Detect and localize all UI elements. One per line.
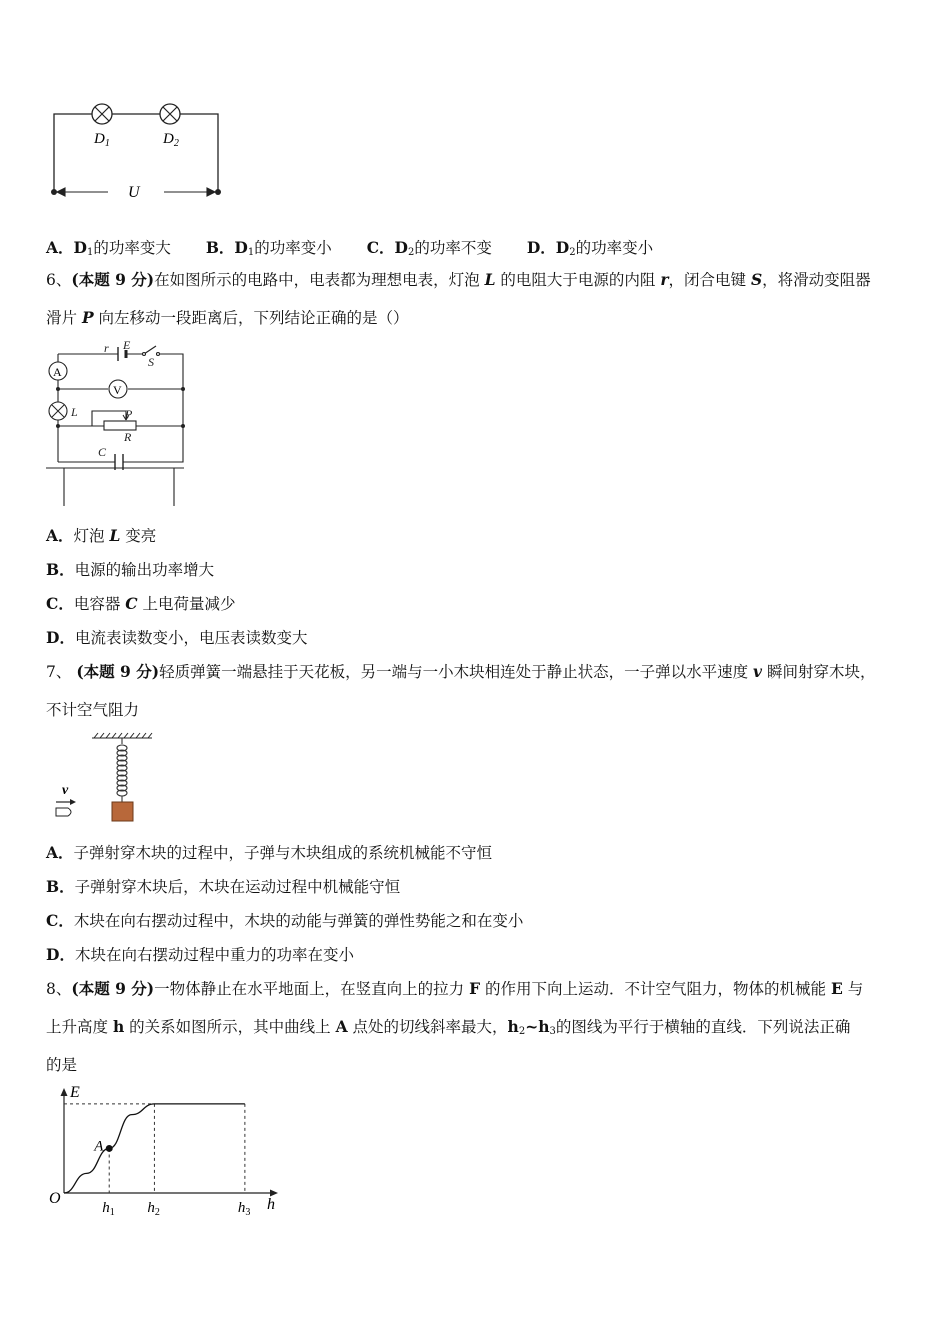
q5-option-c[interactable]: C．$D_2$的功率不变 [366, 238, 492, 258]
point-a-marker [106, 1145, 113, 1152]
lamp-d2-icon [160, 104, 180, 124]
bullet-icon [56, 808, 71, 816]
label-r: r [104, 341, 109, 355]
point-a-label: A [94, 1138, 104, 1155]
q7-option-b[interactable]: B．子弹射穿木块后，木块在运动过程中机械能守恒 [46, 877, 401, 896]
label-p: P [125, 407, 133, 421]
lamp-d1-icon [92, 104, 112, 124]
q6-circuit-diagram [44, 340, 194, 510]
q6-stem-line1: 6、(本题 9 分)在如图所示的电路中，电表都为理想电表，灯泡 L 的电阻大于电源的内阻 r，闭合电键 S，将滑动变阻器 [46, 270, 871, 289]
q8-energy-height-chart [40, 1080, 290, 1220]
label-l: L [71, 405, 78, 419]
q5-options [46, 236, 683, 258]
axis-label-h: h [267, 1196, 275, 1213]
spring-icon [117, 738, 127, 802]
q6-option-a[interactable]: A．灯泡 L 变亮 [46, 526, 157, 545]
q6-option-b[interactable]: B．电源的输出功率增大 [46, 560, 215, 579]
label-c: C [98, 445, 107, 459]
q7-stem-line1: 7、 (本题 9 分)轻质弹簧一端悬挂于天花板，另一端与一小木块相连处于静止状态，一子弹以水平速度 v 瞬间射穿木块， [46, 662, 876, 681]
velocity-arrow-icon [56, 799, 76, 805]
tick-label-h1: $h_1$ [102, 1200, 115, 1218]
q8-stem-line1: 8、(本题 9 分)一物体静止在水平地面上，在竖直向上的拉力 F 的作用下向上运动．不计空气阻力，物体的机械能 E 与 [46, 979, 864, 998]
tick-label-h2: $h_2$ [147, 1200, 160, 1218]
q6-option-d[interactable]: D．电流表读数变小，电压表读数变大 [46, 628, 308, 647]
q6-stem-line2: 滑片 P 向左移动一段距离后，下列结论正确的是（） [46, 308, 409, 327]
label-e: E [123, 340, 131, 352]
q7-spring-diagram [48, 728, 158, 824]
q7-option-c[interactable]: C．木块在向右摆动过程中，木块的动能与弹簧的弹性势能之和在变小 [46, 911, 524, 930]
lamp-l-icon [49, 402, 67, 420]
label-r-rheostat: R [124, 430, 132, 444]
label-d1: $D_1$ [94, 131, 110, 149]
q5-option-b[interactable]: B．$D_1$的功率变小 [205, 238, 332, 258]
axis-label-e: E [70, 1084, 80, 1101]
q6-option-c[interactable]: C．电容器 C 上电荷量减少 [46, 594, 236, 613]
label-d2: $D_2$ [163, 131, 179, 149]
q7-option-a[interactable]: A．子弹射穿木块的过程中，子弹与木块组成的系统机械能不守恒 [46, 843, 493, 862]
svg-text:V: V [113, 383, 122, 397]
q8-stem-line2: 上升高度 h 的关系如图所示，其中曲线上 A 点处的切线斜率最大，$h_2\sim h_3$的图线为平行于横轴的直线．下列说法正确 [46, 1017, 851, 1037]
label-s: S [148, 355, 154, 369]
q5-option-d[interactable]: D．$D_2$的功率变小 [526, 238, 654, 258]
ammeter-icon [49, 362, 67, 380]
label-u: U [128, 184, 140, 201]
voltmeter-icon [109, 380, 127, 398]
q5-option-a[interactable]: A．$D_1$的功率变大 [46, 238, 171, 258]
ceiling-icon [92, 733, 152, 738]
wood-block-icon [112, 802, 133, 821]
chart-guide-lines [64, 1104, 245, 1193]
q5-circuit-diagram [40, 96, 240, 206]
q7-option-d[interactable]: D．木块在向右摆动过程中重力的功率在变小 [46, 945, 354, 964]
q8-stem-line3: 的是 [46, 1056, 78, 1074]
tick-label-h3: $h_3$ [237, 1200, 251, 1218]
origin-label: O [49, 1190, 61, 1207]
svg-text:A: A [53, 365, 62, 379]
q7-stem-line2: 不计空气阻力 [46, 701, 140, 719]
label-v: v [62, 783, 69, 798]
